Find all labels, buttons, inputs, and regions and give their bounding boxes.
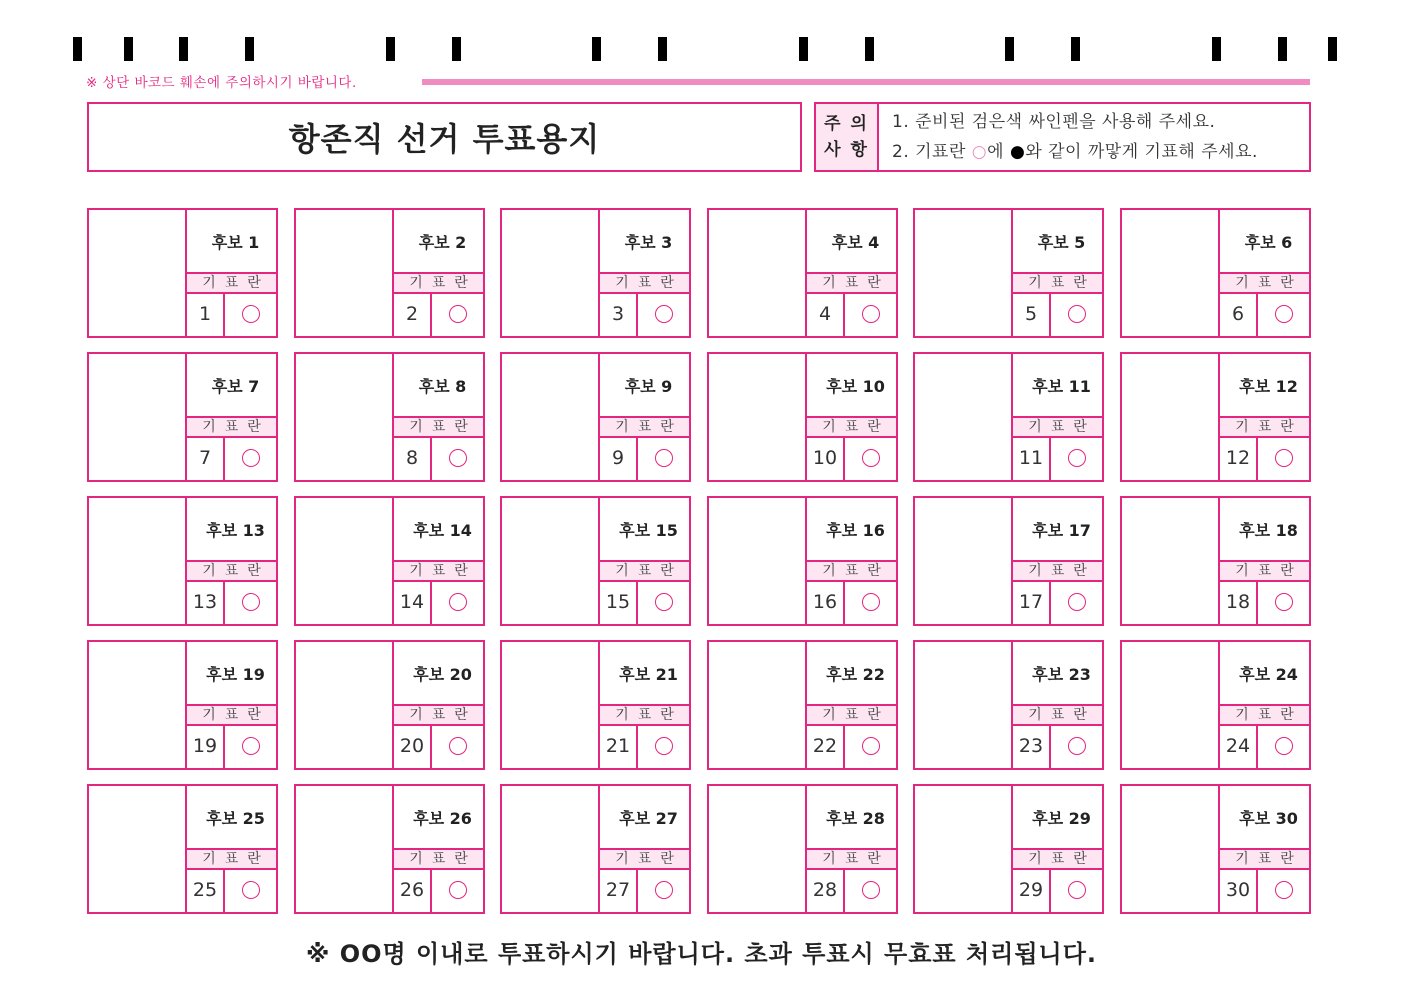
candidate-photo-slot [296,642,394,768]
vote-circle-icon[interactable] [655,881,673,899]
vote-column-header: 기표란 [187,416,276,438]
vote-circle-icon[interactable] [862,881,880,899]
vote-mark-slot[interactable] [845,436,896,480]
candidate-number: 3 [600,292,638,336]
candidate-card [500,352,691,482]
candidate-photo-slot [296,354,394,480]
candidate-number: 20 [394,724,432,768]
candidate-card [87,496,278,626]
instructions-label-line2: 사 항 [824,140,869,160]
vote-mark-slot[interactable] [638,580,689,624]
candidate-name: 후보 10 [826,376,885,396]
vote-column-header: 기표란 [394,560,483,582]
vote-circle-icon[interactable] [1068,593,1086,611]
candidate-card [1120,640,1311,770]
vote-mark-slot[interactable] [1051,724,1102,768]
candidate-number: 2 [394,292,432,336]
candidate-photo-slot [296,498,394,624]
candidate-photo-slot [1122,498,1220,624]
warning-divider [422,79,1310,85]
candidate-name: 후보 25 [206,808,265,828]
empty-circle-icon: ○ [971,142,988,162]
vote-circle-icon[interactable] [449,881,467,899]
barcode-tick [245,37,254,61]
barcode-warning-text: ※ 상단 바코드 훼손에 주의하시기 바랍니다. [86,75,357,91]
candidate-number: 17 [1013,580,1051,624]
candidate-name: 후보 19 [206,664,265,684]
candidate-photo-slot [89,786,187,912]
candidate-photo-slot [1122,354,1220,480]
barcode-tick [124,37,133,61]
candidate-photo-slot [1122,642,1220,768]
candidate-number: 8 [394,436,432,480]
candidate-name: 후보 18 [1239,520,1298,540]
candidate-name: 후보 2 [418,232,467,252]
vote-mark-slot[interactable] [845,580,896,624]
vote-circle-icon[interactable] [862,305,880,323]
vote-mark-slot[interactable] [638,436,689,480]
barcode-tick [865,37,874,61]
candidate-number: 19 [187,724,225,768]
footer-notice: ※ OO명 이내로 투표하시기 바랍니다. 초과 투표시 무효표 처리됩니다. [306,940,1097,968]
vote-circle-icon[interactable] [862,737,880,755]
candidate-name: 후보 20 [413,664,472,684]
barcode-tick [1212,37,1221,61]
candidate-name: 후보 22 [826,664,885,684]
candidate-number: 22 [807,724,845,768]
candidate-card [87,784,278,914]
candidate-card [500,208,691,338]
candidate-card [913,352,1104,482]
ballot-title-box [87,102,802,172]
vote-circle-icon[interactable] [449,305,467,323]
vote-column-header: 기표란 [187,848,276,870]
vote-mark-slot[interactable] [638,868,689,912]
vote-circle-icon[interactable] [449,593,467,611]
instruction-item-2-mid: 에 [987,142,1010,162]
candidate-card [707,784,898,914]
barcode-tick [1328,37,1337,61]
vote-mark-slot[interactable] [225,436,276,480]
vote-circle-icon[interactable] [655,593,673,611]
vote-circle-icon[interactable] [655,449,673,467]
candidate-card [87,352,278,482]
vote-circle-icon[interactable] [242,737,260,755]
candidate-photo-slot [1122,210,1220,336]
candidate-number: 9 [600,436,638,480]
candidate-card [913,640,1104,770]
vote-column-header: 기표란 [1220,416,1309,438]
vote-column-header: 기표란 [1013,704,1102,726]
vote-mark-slot[interactable] [1258,580,1309,624]
candidate-number: 16 [807,580,845,624]
ballot-title: 항존직 선거 투표용지 [288,120,601,158]
candidate-name: 후보 3 [624,232,673,252]
candidate-name: 후보 17 [1032,520,1091,540]
barcode-tick [592,37,601,61]
candidate-card [913,208,1104,338]
candidate-name: 후보 6 [1244,232,1293,252]
candidate-photo-slot [89,642,187,768]
vote-column-header: 기표란 [600,560,689,582]
candidate-number: 23 [1013,724,1051,768]
candidate-number: 27 [600,868,638,912]
vote-column-header: 기표란 [1013,560,1102,582]
vote-circle-icon[interactable] [242,305,260,323]
vote-circle-icon[interactable] [1275,593,1293,611]
candidate-number: 7 [187,436,225,480]
candidate-card [707,496,898,626]
candidate-number: 15 [600,580,638,624]
instructions-label [816,104,879,170]
vote-column-header: 기표란 [807,416,896,438]
vote-column-header: 기표란 [600,272,689,294]
vote-mark-slot[interactable] [1258,724,1309,768]
vote-column-header: 기표란 [187,272,276,294]
barcode-warning [86,73,1316,93]
candidate-photo-slot [89,210,187,336]
vote-column-header: 기표란 [807,704,896,726]
candidate-photo-slot [709,642,807,768]
vote-mark-slot[interactable] [1258,292,1309,336]
vote-mark-slot[interactable] [1051,436,1102,480]
candidate-number: 10 [807,436,845,480]
candidate-number: 28 [807,868,845,912]
candidate-number: 14 [394,580,432,624]
candidate-name: 후보 28 [826,808,885,828]
candidate-photo-slot [502,354,600,480]
candidate-card [294,496,485,626]
vote-circle-icon[interactable] [1275,449,1293,467]
vote-column-header: 기표란 [394,704,483,726]
vote-column-header: 기표란 [1013,416,1102,438]
candidate-photo-slot [502,642,600,768]
candidate-card [1120,352,1311,482]
instructions-body [879,104,1309,170]
candidate-name: 후보 15 [619,520,678,540]
candidate-number: 13 [187,580,225,624]
vote-column-header: 기표란 [807,272,896,294]
candidate-name: 후보 1 [211,232,260,252]
candidate-name: 후보 9 [624,376,673,396]
vote-column-header: 기표란 [1220,704,1309,726]
candidate-number: 29 [1013,868,1051,912]
candidate-card [1120,784,1311,914]
candidate-number: 5 [1013,292,1051,336]
candidate-photo-slot [502,786,600,912]
candidate-card [500,640,691,770]
candidate-name: 후보 12 [1239,376,1298,396]
vote-mark-slot[interactable] [1258,436,1309,480]
vote-circle-icon[interactable] [862,593,880,611]
barcode-tick [1278,37,1287,61]
vote-mark-slot[interactable] [432,580,483,624]
candidate-number: 18 [1220,580,1258,624]
candidate-number: 6 [1220,292,1258,336]
candidate-photo-slot [709,498,807,624]
vote-circle-icon[interactable] [1275,305,1293,323]
candidate-name: 후보 5 [1037,232,1086,252]
candidate-card [294,208,485,338]
barcode-tick [73,37,82,61]
barcode-tick [179,37,188,61]
vote-mark-slot[interactable] [845,724,896,768]
candidate-name: 후보 7 [211,376,260,396]
candidate-photo-slot [709,210,807,336]
vote-mark-slot[interactable] [225,580,276,624]
candidate-photo-slot [915,498,1013,624]
barcode-tick [799,37,808,61]
candidate-name: 후보 29 [1032,808,1091,828]
vote-circle-icon[interactable] [655,737,673,755]
candidate-number: 26 [394,868,432,912]
candidate-name: 후보 24 [1239,664,1298,684]
candidate-name: 후보 21 [619,664,678,684]
vote-mark-slot[interactable] [1051,868,1102,912]
vote-column-header: 기표란 [600,704,689,726]
candidate-card [87,208,278,338]
candidate-number: 11 [1013,436,1051,480]
instruction-item-2-prefix: 2. 기표란 [892,142,972,162]
candidate-name: 후보 11 [1032,376,1091,396]
vote-column-header: 기표란 [807,560,896,582]
instructions-box [814,102,1311,172]
candidate-name: 후보 27 [619,808,678,828]
candidate-card [913,784,1104,914]
candidate-name: 후보 26 [413,808,472,828]
barcode-tick [1071,37,1080,61]
candidate-name: 후보 4 [831,232,880,252]
vote-circle-icon[interactable] [862,449,880,467]
vote-circle-icon[interactable] [242,881,260,899]
candidate-photo-slot [296,210,394,336]
candidate-name: 후보 16 [826,520,885,540]
instruction-item-2 [892,137,1309,167]
vote-column-header: 기표란 [394,848,483,870]
vote-column-header: 기표란 [1013,848,1102,870]
candidate-name: 후보 8 [418,376,467,396]
candidate-photo-slot [1122,786,1220,912]
candidate-photo-slot [709,786,807,912]
candidate-card [913,496,1104,626]
vote-mark-slot[interactable] [1051,580,1102,624]
vote-column-header: 기표란 [187,704,276,726]
vote-circle-icon[interactable] [1275,881,1293,899]
candidate-number: 24 [1220,724,1258,768]
instruction-item-1: 1. 준비된 검은색 싸인펜을 사용해 주세요. [892,112,1216,132]
candidate-photo-slot [915,786,1013,912]
vote-circle-icon[interactable] [449,449,467,467]
candidate-number: 25 [187,868,225,912]
candidate-photo-slot [915,642,1013,768]
vote-mark-slot[interactable] [638,292,689,336]
vote-column-header: 기표란 [807,848,896,870]
candidate-card [87,640,278,770]
vote-circle-icon[interactable] [655,305,673,323]
candidate-photo-slot [296,786,394,912]
vote-mark-slot[interactable] [1258,868,1309,912]
candidate-photo-slot [89,498,187,624]
vote-circle-icon[interactable] [1068,881,1086,899]
candidate-number: 1 [187,292,225,336]
candidate-card [1120,208,1311,338]
vote-circle-icon[interactable] [1068,449,1086,467]
candidate-name: 후보 13 [206,520,265,540]
vote-circle-icon[interactable] [1068,737,1086,755]
vote-column-header: 기표란 [1013,272,1102,294]
vote-circle-icon[interactable] [242,593,260,611]
vote-column-header: 기표란 [394,416,483,438]
candidate-card [294,640,485,770]
candidate-card [294,352,485,482]
vote-column-header: 기표란 [600,416,689,438]
instruction-item-2-suffix: 와 같이 까맣게 기표해 주세요. [1025,142,1258,162]
candidate-number: 21 [600,724,638,768]
vote-mark-slot[interactable] [638,724,689,768]
vote-column-header: 기표란 [1220,272,1309,294]
vote-mark-slot[interactable] [432,436,483,480]
vote-column-header: 기표란 [1220,848,1309,870]
barcode-tick [658,37,667,61]
candidate-name: 후보 14 [413,520,472,540]
candidate-name: 후보 23 [1032,664,1091,684]
candidate-photo-slot [502,210,600,336]
vote-mark-slot[interactable] [845,868,896,912]
candidate-card [707,640,898,770]
candidate-card [500,496,691,626]
vote-mark-slot[interactable] [225,292,276,336]
barcode-tick [452,37,461,61]
vote-circle-icon[interactable] [449,737,467,755]
vote-mark-slot[interactable] [432,868,483,912]
candidate-name: 후보 30 [1239,808,1298,828]
filled-circle-icon: ● [1009,142,1026,162]
candidate-number: 30 [1220,868,1258,912]
vote-circle-icon[interactable] [1275,737,1293,755]
vote-column-header: 기표란 [394,272,483,294]
candidate-photo-slot [915,354,1013,480]
candidate-card [1120,496,1311,626]
vote-mark-slot[interactable] [432,724,483,768]
vote-column-header: 기표란 [600,848,689,870]
candidate-photo-slot [89,354,187,480]
candidate-number: 4 [807,292,845,336]
vote-mark-slot[interactable] [225,724,276,768]
vote-column-header: 기표란 [1220,560,1309,582]
candidate-photo-slot [502,498,600,624]
vote-mark-slot[interactable] [845,292,896,336]
vote-column-header: 기표란 [187,560,276,582]
barcode-tick [1005,37,1014,61]
vote-mark-slot[interactable] [225,868,276,912]
barcode-tick [386,37,395,61]
candidate-card [294,784,485,914]
candidate-photo-slot [915,210,1013,336]
vote-circle-icon[interactable] [1068,305,1086,323]
vote-mark-slot[interactable] [1051,292,1102,336]
vote-mark-slot[interactable] [432,292,483,336]
candidate-photo-slot [709,354,807,480]
candidate-card [707,208,898,338]
vote-circle-icon[interactable] [242,449,260,467]
candidate-card [707,352,898,482]
instructions-label-line1: 주 의 [824,114,869,134]
candidate-number: 12 [1220,436,1258,480]
candidate-card [500,784,691,914]
